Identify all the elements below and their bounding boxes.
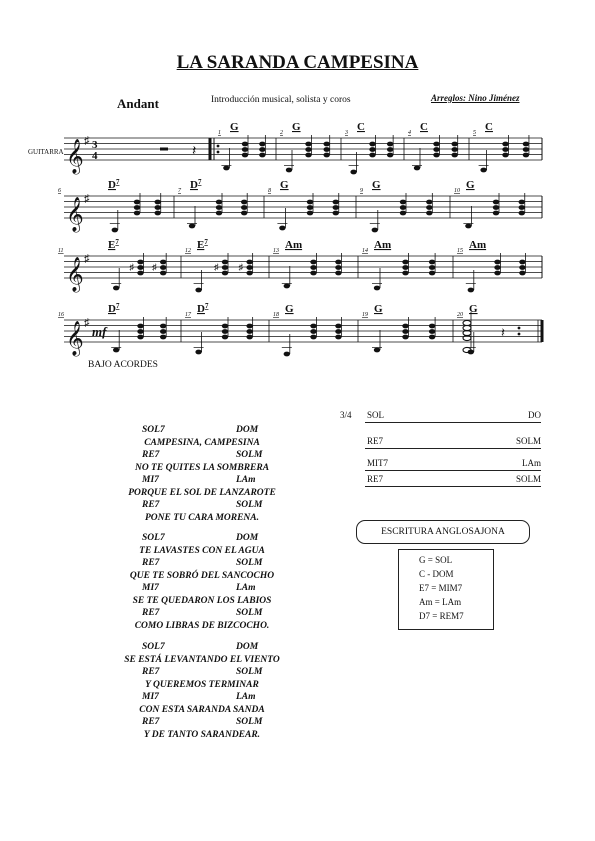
note-head xyxy=(335,335,341,340)
quarter-rest-icon: 𝄽 xyxy=(501,325,505,340)
note-head xyxy=(241,205,247,210)
chord-line-left: RE7 xyxy=(367,474,384,484)
note-head xyxy=(160,271,166,276)
chord-symbol: $E^7$ xyxy=(108,238,119,251)
measure-number: 10 xyxy=(454,188,460,194)
verse-chord-right: SOLM xyxy=(236,717,263,727)
note-head xyxy=(310,324,316,329)
note-head xyxy=(333,200,339,205)
note-head xyxy=(493,200,499,205)
note-head xyxy=(426,200,432,205)
chord-line xyxy=(365,468,541,487)
verse xyxy=(72,532,332,632)
verse-line: Y DE TANTO SARANDEAR. xyxy=(143,729,261,740)
sharp-icon: ♯ xyxy=(84,193,90,205)
note-head xyxy=(284,284,290,289)
note-head xyxy=(433,153,439,158)
note-head xyxy=(246,260,252,265)
bajo-acordes-label: BAJO ACORDES xyxy=(88,360,158,370)
note-head xyxy=(452,147,458,152)
note-head xyxy=(333,211,339,216)
verse-chord-left: RE7 xyxy=(142,717,160,727)
note-head xyxy=(137,324,143,329)
verse-chord-left: MI7 xyxy=(142,692,159,702)
note-head xyxy=(369,153,375,158)
note-head xyxy=(402,335,408,340)
verse-chord-right: DOM xyxy=(236,533,259,543)
measure-number: 11 xyxy=(58,248,64,254)
note-head xyxy=(335,324,341,329)
note-head xyxy=(155,211,161,216)
verse-line: Y QUEREMOS TERMINAR xyxy=(145,679,259,690)
verse-chord-left: RE7 xyxy=(142,500,160,510)
note-head xyxy=(137,265,143,270)
note-head xyxy=(246,335,252,340)
page-title: LA SARANDA CAMPESINA xyxy=(176,52,419,73)
chord-line xyxy=(365,430,541,449)
note-head xyxy=(222,329,228,334)
chord-line-left: SOL xyxy=(367,410,385,420)
chord-symbol: C xyxy=(485,121,493,133)
note-head xyxy=(222,265,228,270)
verse-chord-left: SOL7 xyxy=(142,533,165,543)
note-head xyxy=(113,286,119,291)
verse-line: QUE TE SOBRÓ DEL SANCOCHO xyxy=(129,570,275,581)
treble-clef-icon: 𝄞 xyxy=(66,322,84,355)
note-head xyxy=(335,271,341,276)
verse-chord-right: LAm xyxy=(236,583,256,593)
chord-line-left: RE7 xyxy=(367,436,384,446)
note-head xyxy=(429,335,435,340)
half-rest xyxy=(160,148,168,151)
note-head xyxy=(222,260,228,265)
note-head xyxy=(305,142,311,147)
notation-heading-box: ESCRITURA ANGLOSAJONA xyxy=(356,520,530,544)
note-head xyxy=(195,288,201,293)
note-head xyxy=(400,211,406,216)
note-head xyxy=(155,200,161,205)
chord-equivalence: Am = LAm xyxy=(419,597,462,607)
note-head xyxy=(241,200,247,205)
chord-symbol: $D^7$ xyxy=(197,302,209,315)
verse-chord-row xyxy=(72,716,332,729)
chord-symbol: G xyxy=(280,179,289,191)
note-head xyxy=(523,153,529,158)
verse-chord-row xyxy=(72,424,332,437)
verse-line: SE ESTÁ LEVANTANDO EL VIENTO xyxy=(124,654,280,665)
note-head xyxy=(452,142,458,147)
note-head xyxy=(216,205,222,210)
verse-line: TE LAVASTES CON EL AGUA xyxy=(139,545,265,556)
note-head xyxy=(310,265,316,270)
note-head xyxy=(310,260,316,265)
chord-equivalence-box xyxy=(398,549,494,630)
note-head xyxy=(463,320,471,325)
note-head xyxy=(433,147,439,152)
note-head xyxy=(160,335,166,340)
note-head xyxy=(284,352,290,357)
note-head xyxy=(246,265,252,270)
sharp-icon: ♯ xyxy=(84,317,90,329)
note-head xyxy=(335,329,341,334)
note-head xyxy=(429,271,435,276)
note-head xyxy=(242,153,248,158)
note-head xyxy=(222,271,228,276)
verse-chord-left: RE7 xyxy=(142,667,160,677)
measure-number: 14 xyxy=(362,248,368,254)
note-head xyxy=(429,324,435,329)
note-head xyxy=(429,265,435,270)
verse-chord-row xyxy=(72,557,332,570)
verse-chord-right: LAm xyxy=(236,475,256,485)
note-head xyxy=(155,205,161,210)
verse-chord-row xyxy=(72,607,332,620)
note-head xyxy=(519,265,525,270)
chord-symbol: Am xyxy=(469,239,487,251)
note-head xyxy=(452,153,458,158)
measure-number: 19 xyxy=(362,312,368,318)
note-head xyxy=(414,166,420,171)
note-head xyxy=(137,335,143,340)
verse-chord-right: SOLM xyxy=(236,608,263,618)
note-head xyxy=(426,205,432,210)
note-head xyxy=(160,329,166,334)
note-head xyxy=(335,265,341,270)
verse-chord-row xyxy=(72,691,332,704)
sharp-icon: ♯ xyxy=(129,262,134,272)
verse-line: CON ESTA SARANDA SANDA xyxy=(139,704,265,715)
note-head xyxy=(372,228,378,233)
verse-line: PONE TU CARA MORENA. xyxy=(144,512,260,523)
note-head xyxy=(310,335,316,340)
verse-chord-right: SOLM xyxy=(236,450,263,460)
verse-chord-left: MI7 xyxy=(142,583,159,593)
note-head xyxy=(402,271,408,276)
note-head xyxy=(369,147,375,152)
note-head xyxy=(241,211,247,216)
lyric-time-signature: 3/4 xyxy=(340,410,352,420)
chord-symbol: $D^7$ xyxy=(190,178,202,191)
note-head xyxy=(246,329,252,334)
note-head xyxy=(463,325,471,330)
note-head xyxy=(350,170,356,175)
measure-number: 16 xyxy=(58,312,64,318)
note-head xyxy=(279,226,285,231)
note-head xyxy=(259,153,265,158)
note-head xyxy=(387,147,393,152)
verse-chord-left: SOL7 xyxy=(142,425,165,435)
chord-equivalence: C - DOM xyxy=(419,569,454,579)
verse-chord-row xyxy=(72,641,332,654)
dynamic-marking: mf xyxy=(92,324,107,339)
note-head xyxy=(335,260,341,265)
verse-chord-row xyxy=(72,666,332,679)
note-head xyxy=(333,205,339,210)
chord-symbol: G xyxy=(466,179,475,191)
verse-chord-left: RE7 xyxy=(142,608,160,618)
repeat-dot xyxy=(518,327,521,330)
measure-number: 12 xyxy=(185,248,191,254)
note-head xyxy=(134,200,140,205)
chord-symbol: Am xyxy=(285,239,303,251)
note-head xyxy=(259,147,265,152)
verse-chord-left: RE7 xyxy=(142,558,160,568)
chord-symbol: $D^7$ xyxy=(108,302,120,315)
note-head xyxy=(400,205,406,210)
treble-clef-icon: 𝄞 xyxy=(66,140,84,173)
measure-number: 18 xyxy=(273,312,279,318)
chord-line-right: LAm xyxy=(522,458,541,468)
verse-chord-right: SOLM xyxy=(236,558,263,568)
verse-chord-row xyxy=(72,449,332,462)
tempo-marking: Andant xyxy=(117,96,159,111)
note-head xyxy=(324,142,330,147)
note-head xyxy=(137,329,143,334)
chord-symbol: $E^7$ xyxy=(197,238,208,251)
treble-clef-icon: 𝄞 xyxy=(66,198,84,231)
quarter-rest-icon: 𝄽 xyxy=(192,144,197,159)
chord-line-right: DO xyxy=(528,410,541,420)
note-head xyxy=(286,168,292,173)
chord-symbol: G xyxy=(469,303,478,315)
note-head xyxy=(493,211,499,216)
note-head xyxy=(519,260,525,265)
note-head xyxy=(246,271,252,276)
note-head xyxy=(523,142,529,147)
chord-symbol: C xyxy=(420,121,428,133)
measure-number: 3 xyxy=(345,130,348,136)
measure-number: 7 xyxy=(178,188,181,194)
note-head xyxy=(189,224,195,229)
verse-chord-right: SOLM xyxy=(236,500,263,510)
sharp-icon: ♯ xyxy=(84,253,90,265)
note-head xyxy=(519,271,525,276)
verse-chord-row xyxy=(72,582,332,595)
note-head xyxy=(374,348,380,353)
verse xyxy=(72,424,332,524)
note-head xyxy=(468,288,474,293)
time-sig-bottom: 4 xyxy=(92,150,98,162)
chord-equivalence: G = SOL xyxy=(419,555,453,565)
note-head xyxy=(242,147,248,152)
note-head xyxy=(246,324,252,329)
chord-equivalence: E7 = MIM7 xyxy=(419,583,463,593)
instrument-label: GUITARRA xyxy=(28,148,64,156)
note-head xyxy=(137,271,143,276)
measure-number: 9 xyxy=(360,188,363,194)
note-head xyxy=(223,166,229,171)
note-head xyxy=(324,147,330,152)
sharp-icon: ♯ xyxy=(152,262,157,272)
chord-symbol: G xyxy=(292,121,301,133)
verse-chord-right: DOM xyxy=(236,642,259,652)
note-head xyxy=(402,260,408,265)
note-head xyxy=(387,153,393,158)
chord-symbol: G xyxy=(372,179,381,191)
note-head xyxy=(242,142,248,147)
note-head xyxy=(523,147,529,152)
verse-chord-left: RE7 xyxy=(142,450,160,460)
measure-number: 15 xyxy=(457,248,463,254)
note-head xyxy=(216,211,222,216)
measure-number: 20 xyxy=(457,312,463,318)
note-head xyxy=(429,329,435,334)
verse-chord-right: DOM xyxy=(236,425,259,435)
chord-symbol: C xyxy=(357,121,365,133)
note-head xyxy=(307,205,313,210)
note-head xyxy=(160,265,166,270)
repeat-dot xyxy=(217,151,220,154)
verse-chord-left: SOL7 xyxy=(142,642,165,652)
measure-number: 4 xyxy=(408,130,411,136)
chord-equivalence: D7 = REM7 xyxy=(419,611,464,621)
note-head xyxy=(310,329,316,334)
chord-line-right: SOLM xyxy=(515,436,541,446)
note-head xyxy=(160,324,166,329)
note-head xyxy=(324,153,330,158)
measure-number: 13 xyxy=(273,248,279,254)
note-head xyxy=(134,205,140,210)
chord-line-left: MIT7 xyxy=(367,458,388,468)
note-head xyxy=(307,211,313,216)
repeat-dot xyxy=(518,333,521,336)
treble-clef-icon: 𝄞 xyxy=(66,258,84,291)
note-head xyxy=(310,271,316,276)
intro-note: Introducción musical, solista y coros xyxy=(211,95,351,105)
measure-number: 8 xyxy=(268,188,271,194)
chord-symbol: G xyxy=(285,303,294,315)
chord-line xyxy=(365,404,541,423)
measure-number: 17 xyxy=(185,312,191,318)
note-head xyxy=(519,200,525,205)
note-head xyxy=(195,350,201,355)
chord-symbol: G xyxy=(374,303,383,315)
arranger-credit: Arreglos: Nino Jiménez xyxy=(431,93,520,103)
note-head xyxy=(113,348,119,353)
note-head xyxy=(222,324,228,329)
note-head xyxy=(494,271,500,276)
repeat-dot xyxy=(217,145,220,148)
note-head xyxy=(259,142,265,147)
verse-line: COMO LIBRAS DE BIZCOCHO. xyxy=(134,620,270,631)
sharp-icon: ♯ xyxy=(84,135,90,147)
verse xyxy=(72,641,332,741)
note-head xyxy=(502,153,508,158)
note-head xyxy=(137,260,143,265)
note-head xyxy=(502,147,508,152)
verse-line: SE TE QUEDARON LOS LABIOS xyxy=(132,595,272,606)
measure-number: 6 xyxy=(58,188,61,194)
note-head xyxy=(387,142,393,147)
verse-chord-row xyxy=(72,532,332,545)
verse-line: PORQUE EL SOL DE LANZAROTE xyxy=(128,487,276,498)
note-head xyxy=(493,205,499,210)
verse-line: CAMPESINA, CAMPESINA xyxy=(144,437,260,448)
note-head xyxy=(402,265,408,270)
note-head xyxy=(426,211,432,216)
chord-line-right: SOLM xyxy=(515,474,541,484)
note-head xyxy=(134,211,140,216)
note-head xyxy=(494,260,500,265)
note-head xyxy=(216,200,222,205)
note-head xyxy=(465,224,471,229)
verse-chord-row xyxy=(72,474,332,487)
measure-number: 5 xyxy=(473,130,476,136)
note-head xyxy=(402,324,408,329)
note-head xyxy=(305,147,311,152)
verse-chord-left: MI7 xyxy=(142,475,159,485)
note-head xyxy=(400,200,406,205)
note-head xyxy=(502,142,508,147)
sharp-icon: ♯ xyxy=(238,262,244,272)
note-head xyxy=(519,205,525,210)
verse-chord-row xyxy=(72,499,332,512)
note-head xyxy=(519,211,525,216)
verse-chord-right: SOLM xyxy=(236,667,263,677)
note-head xyxy=(305,153,311,158)
note-head xyxy=(160,260,166,265)
note-head xyxy=(369,142,375,147)
chord-symbol: G xyxy=(230,121,239,133)
verse-line: NO TE QUITES LA SOMBRERA xyxy=(134,462,270,473)
note-head xyxy=(307,200,313,205)
note-head xyxy=(429,260,435,265)
music-score xyxy=(0,110,595,380)
note-head xyxy=(480,168,486,173)
chord-symbol: $D^7$ xyxy=(108,178,120,191)
measure-number: 1 xyxy=(218,130,221,136)
note-head xyxy=(374,286,380,291)
note-head xyxy=(112,228,118,233)
note-head xyxy=(222,335,228,340)
verse-chord-right: LAm xyxy=(236,692,256,702)
sharp-icon: ♯ xyxy=(214,262,219,272)
time-sig-top: 3 xyxy=(92,139,98,151)
note-head xyxy=(402,329,408,334)
note-head xyxy=(494,265,500,270)
note-head xyxy=(433,142,439,147)
measure-number: 2 xyxy=(280,130,283,136)
chord-symbol: Am xyxy=(374,239,392,251)
